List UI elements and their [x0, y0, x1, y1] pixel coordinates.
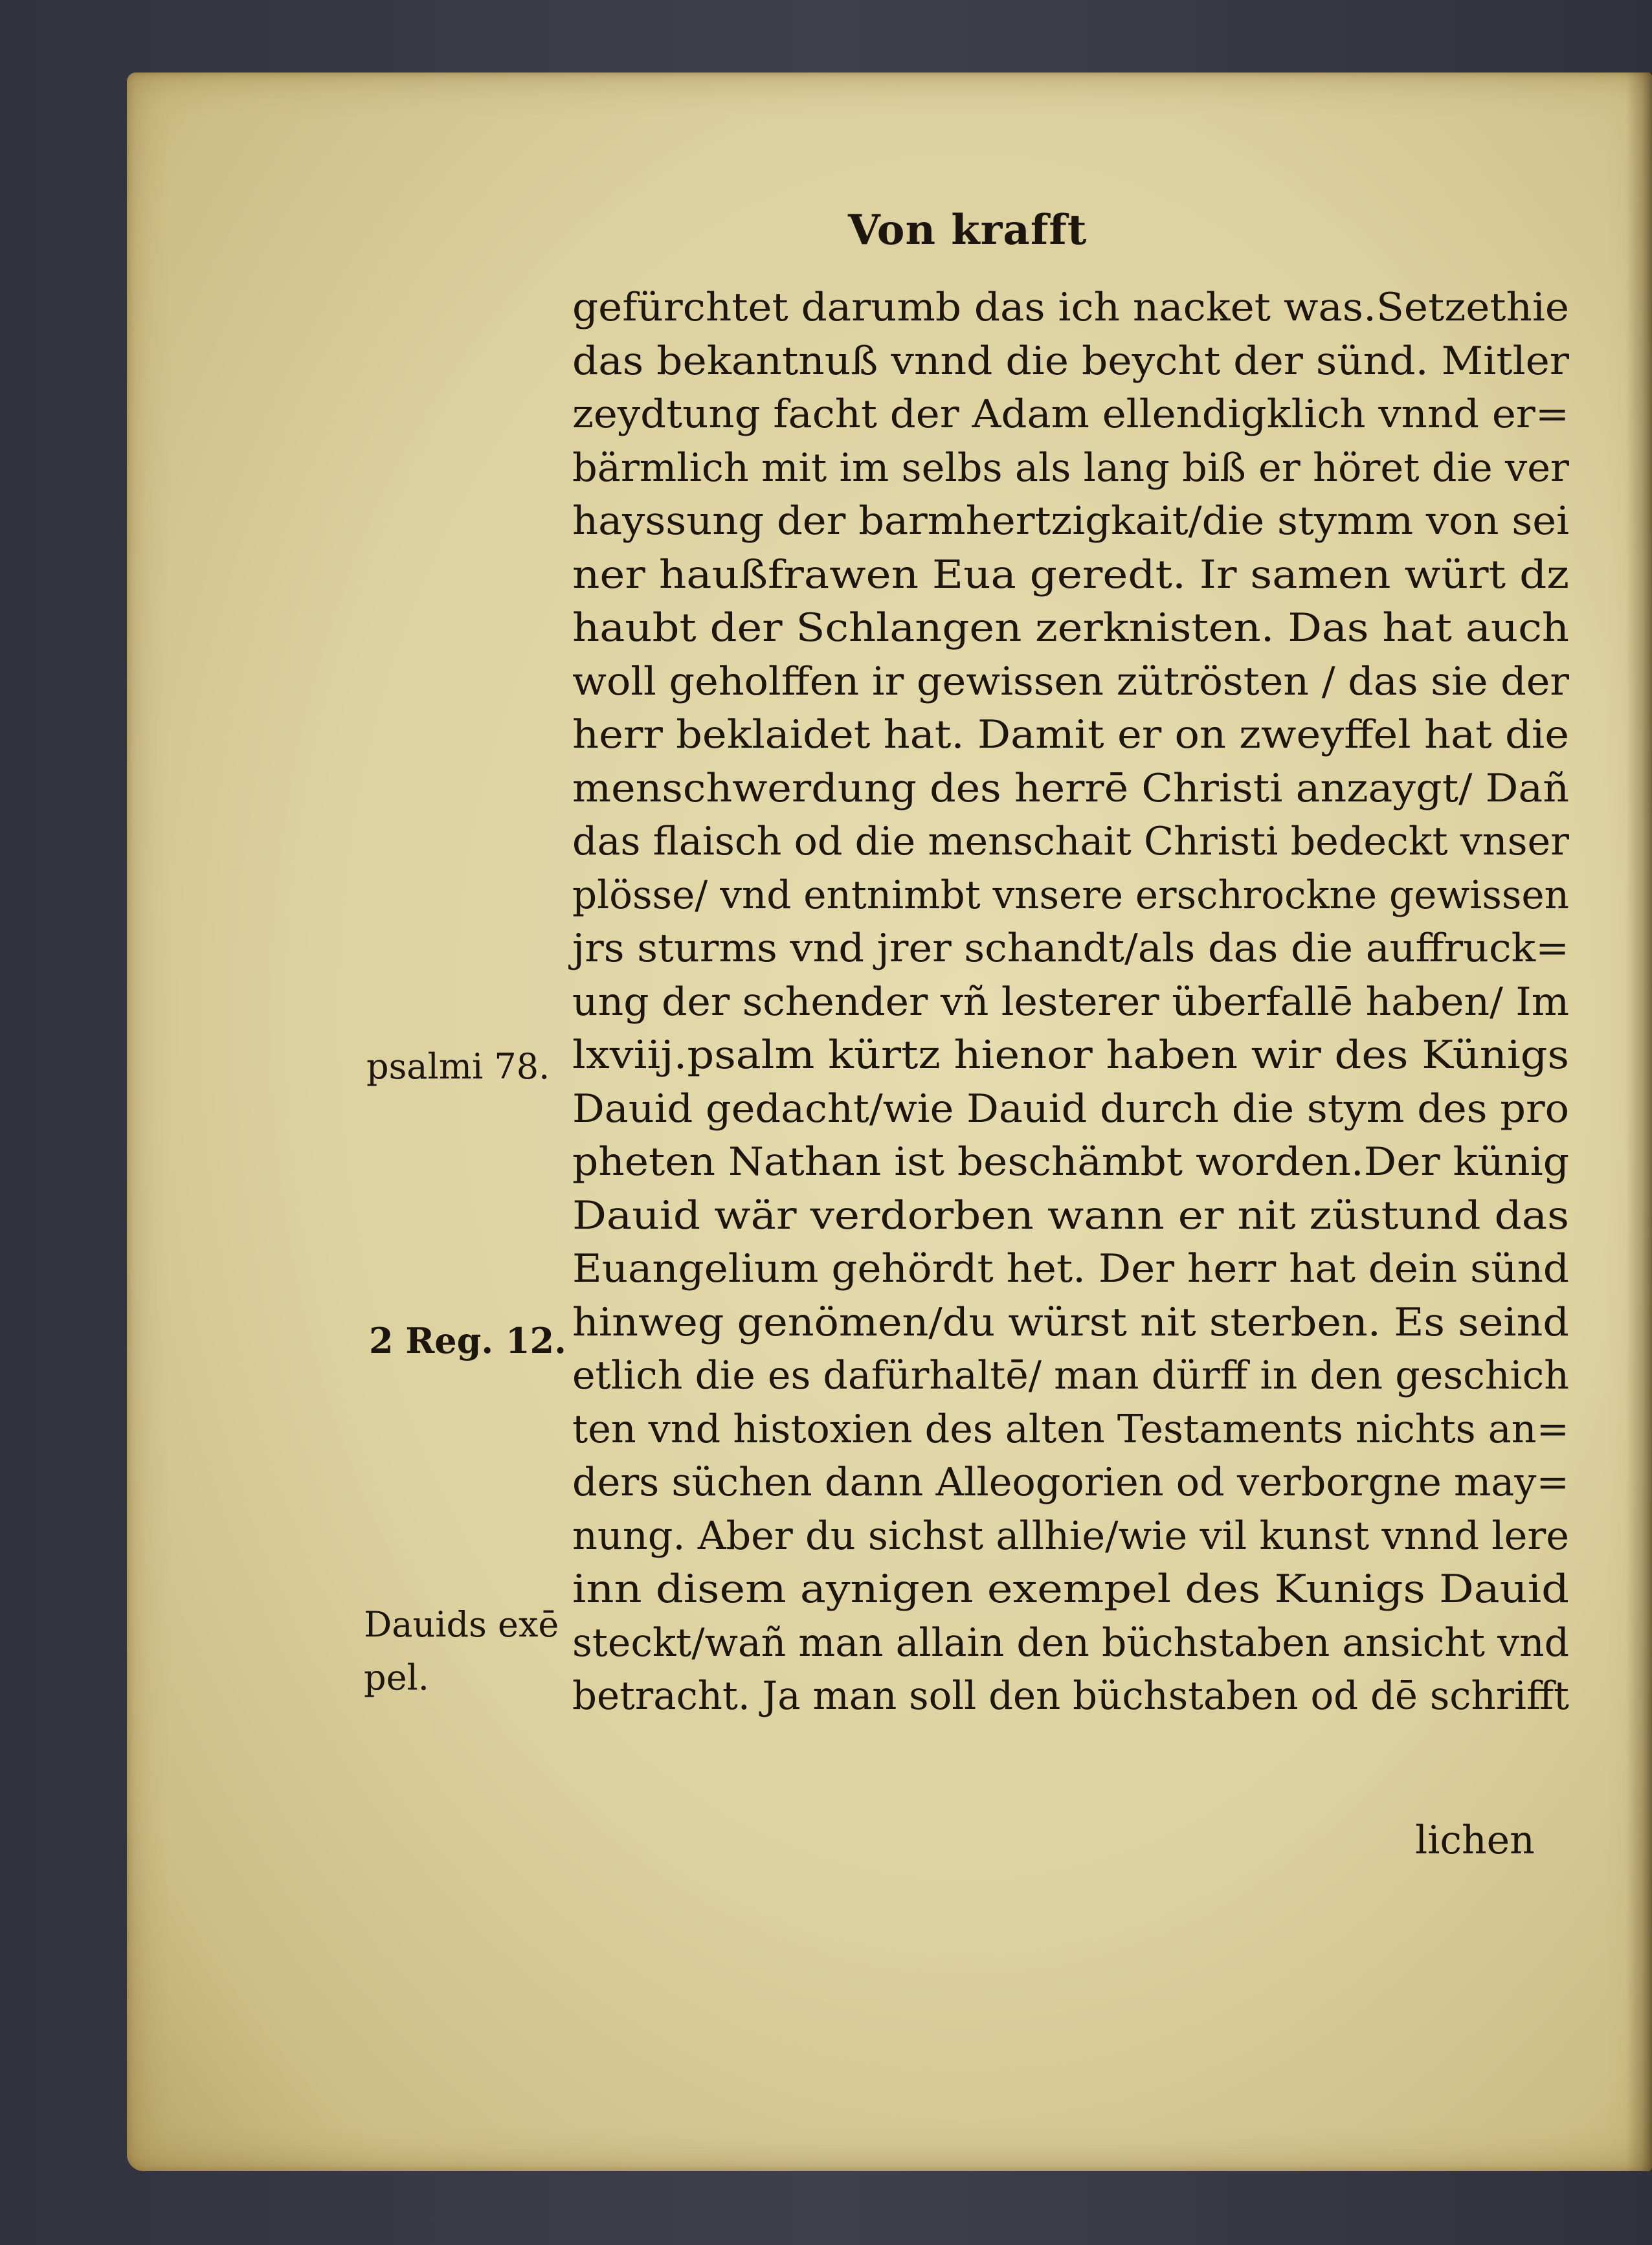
text-line: nung. Aber du sichst allhie/wie vil kunst vnnd lere — [572, 1513, 1569, 1559]
text-line: plösse/ vnd entnimbt vnsere erschrockne gewissen — [572, 872, 1569, 918]
page-edge-shadow — [1626, 73, 1652, 2171]
text-line: gefürchtet darumb das ich nacket was.Setzethie — [572, 285, 1569, 330]
text-line: inn disem aynigen exempel des Kunigs Dauid — [572, 1567, 1569, 1612]
marginal-note-david-line2: pel. — [364, 1657, 429, 1698]
text-line: das flaisch od die menschait Christi bedeckt vnser — [572, 819, 1569, 864]
text-line: Dauid wär verdorben wann er nit züstund das — [572, 1192, 1569, 1238]
text-line: pheten Nathan ist beschämbt worden.Der künig — [572, 1139, 1569, 1185]
text-line: Euangelium gehördt het. Der herr hat dein sünd — [572, 1246, 1569, 1291]
marginal-note-psalm: psalmi 78. — [366, 1046, 550, 1087]
marginal-note-david — [364, 1598, 559, 1704]
text-line: etlich die es dafürhaltē/ man dürff in den geschich — [572, 1353, 1569, 1398]
text-line: ders süchen dann Alleogorien od verborgne may= — [572, 1460, 1569, 1505]
text-line: betracht. Ja man soll den büchstaben od dē schrifft — [572, 1673, 1569, 1719]
text-line: hinweg genömen/du würst nit sterben. Es seind — [572, 1299, 1569, 1345]
text-line: menschwerdung des herrē Christi anzaygt/ Dañ — [572, 765, 1569, 811]
body-text-block — [572, 281, 1569, 1723]
text-line: steckt/wañ man allain den büchstaben ansicht vnd — [572, 1620, 1569, 1666]
marginal-note-reg: 2 Reg. 12. — [369, 1320, 566, 1361]
text-line: haubt der Schlangen zerknisten. Das hat auch — [572, 605, 1569, 651]
text-line: woll geholffen ir gewissen zütrösten / das sie der — [572, 658, 1569, 704]
text-line: ten vnd histoxien des alten Testaments nichts an= — [572, 1406, 1569, 1452]
text-line: bärmlich mit im selbs als lang biß er höret die ver — [572, 445, 1569, 491]
text-line: ung der schender vñ lesterer überfallē haben/ Im — [572, 979, 1569, 1025]
catchword: lichen — [1415, 1818, 1535, 1863]
text-line: das bekantnuß vnnd die beycht der sünd. Mitler — [572, 338, 1569, 384]
text-line: lxviij.psalm kürtz hienor haben wir des Künigs — [572, 1033, 1569, 1078]
text-line: Dauid gedacht/wie Dauid durch die stym des pro — [572, 1086, 1569, 1132]
text-line: hayssung der barmhertzigkait/die stymm von sei — [572, 498, 1569, 544]
text-line: jrs sturms vnd jrer schandt/als das die auffruck= — [572, 926, 1569, 971]
marginal-note-david-line1: Dauids exē — [364, 1604, 559, 1645]
text-line: herr beklaidet hat. Damit er on zweyffel hat die — [572, 712, 1569, 757]
running-head: Von krafft — [848, 206, 1088, 254]
text-line: zeydtung facht der Adam ellendigklich vnnd er= — [572, 392, 1569, 437]
text-line: ner haußfrawen Eua geredt. Ir samen würt dz — [572, 552, 1569, 598]
